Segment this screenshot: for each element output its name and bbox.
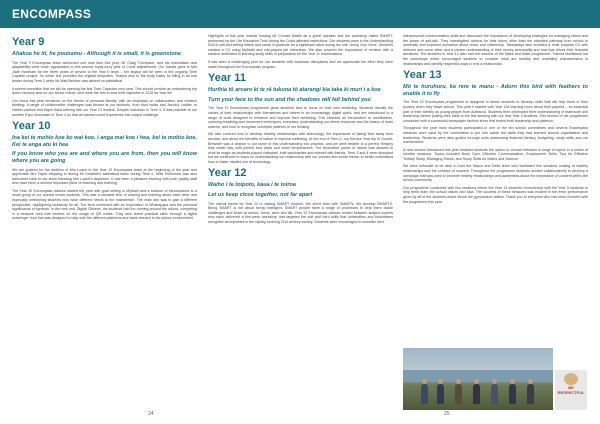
year10-heading: Year 10 (12, 120, 51, 133)
photo-area (403, 348, 588, 410)
paragraph: Highlights of this year include hosting Mr Conrad Wattie as a guest speaker and the workshop called SMART, performed by the Life Education Trust during the Covid-affected restrictions. Our students were in the Understanding NCEA unit and writing letters and cards of gratitude for a significant adult during the unit, Using Your Voice. Students created a CV using MyMahi and role-played job interviews. We also covered the importance of revision with a session dedicated to learning study skills in preparation for the Year 11 examinations. (208, 34, 393, 57)
column-middle (208, 34, 393, 228)
paragraph: A new section introduced this year enabled students the option to choose between a range of topics in a series of elective sessions. Topics included Brain Gym, Effective Communication, Employment Skills, Tips for Effective Tertiary Study, Managing Stress, and Study Skills for Maths and Science. (403, 147, 588, 161)
paragraph: Throughout the year most students participated in one of the ten school committees and several Encompass sessions were used by the committees to put into action the skills they had learned around organisation and leadership. Students were also guided through units addressing financial literacy, budgeting, study skills and car maintenance. (403, 126, 588, 145)
year11-subtitle: Hurihia tō aroaro ki te rā tukuna tō atarangi kia taka ki muri i a koe (208, 87, 381, 94)
year12-subtitle: Waiho i te toipoto, kaua i te toiroa (208, 182, 296, 189)
paragraph: Our programme concluded with two sessions where the Year 13 students reconnected with the Year 9 students to help them learn the school values and kaia. The success of these sessions was evident in the fresh performance given by all of the students which shook the gymnasium rafters. Thank you to everyone who has been involved with the programme this year. (403, 185, 588, 204)
group-photo (403, 348, 553, 410)
year11-heading: Year 11 (208, 72, 246, 85)
year13-subtitle: Mō te huruhuru, ka rere te manu - Adorn this bird with feathers to enable it to fly (403, 84, 588, 97)
year13-heading: Year 13 (403, 69, 442, 82)
column-right (403, 34, 588, 207)
paragraph: The Year 9 Encompass team welcomed one new face this year, Mr Craig Thompson, and his enthusiasm and adaptability were much appreciated in this second topsy-turvy year of Covid adjustments. Our thanks goes to Mrs Jade Hardham for her three years of service to the Year 9 team – her legacy will be seen in the ongoing Time Capsule project, for which she provided the original templates. Thanks also to Ms Andy Daley for filling in as hub leader during Term 2 while Mr Matt Beldner was absent on sabbatical. (12, 60, 197, 83)
badge-emblem-icon (564, 373, 578, 385)
year10-subtitle: Ina kei te mohio koe ko wai koe, i anga mai koe i hea, kei te mohio koe. Kei te anga atu ki hea (12, 135, 197, 148)
values-badge (555, 370, 587, 410)
year12-heading: Year 12 (208, 167, 247, 180)
paragraph: We also covered how to develop healthy relationships with technology, the importance of taking time away from devices, and about the benefits of nature to improve wellbeing. At the end of Term 2, our Service Year trip to Govett-Brewster was a chance to put some of this understanding into practice, and we were treated to a perfect Heaphy blue winter day, with perfect blue skies and warm temperatures. The restorative power of nature was allowed to work its magic as students played volleyball, built sandcastles and relaxed with friends. Term 3 and 4 were disrupted but we continued to focus on understanding our relationship with our phones and social media, to better understand how to foster mindful use of technology. (208, 132, 393, 164)
paragraph: The Year 10 Encompass classes started the year with goal setting in MyMahi and a session of introductions to a small group of our special needs students. This was a valuable time of sharing and learning about each other and especially welcoming students who have different needs to the mainstream. The main aim was to gain a different perspective, highlighting inclusivity for all. The term continued with an exploration of Whakapapa and the personal significance of symbols. In the new unit, Digital Citizens, the students had fun running around the school, competing in a treasure hunt that centred on the usage of QR codes. They also learnt practical skills through a digital scavenger hunt that was designed to help with the different platforms and tasks needed in the school environment. (12, 188, 197, 221)
header-bar (0, 0, 600, 28)
paragraph: interpersonal communication skills and discussed the importance of developing strategies for managing stress and the power of self-talk. They investigated options for their future other than the standard pathway from school to university and explored scenarios about civics and citizenship. Takeaways also included a multi purpose CV with referees and cover letter and a clearer understanding of their money personality and how that drives their financial decisions. The students in Year 12 also had the lessons of the Make and Bake programme. Trained facilitators ran the workshops which encouraged students to consider what are healthy and unhealthy characteristics in relationships and identify respectful ways to end a relationship. (403, 34, 588, 66)
paragraph: We were fortunate to be able to host the Marco and Delia team who facilitated five sessions looking at healthy relationships and the concept of consent. Throughout the programme students worked collaboratively to develop a campaign that was used to promote healthy relationships and awareness about the importance of consent within the school community. (403, 164, 588, 183)
badge-text: BE RESPECTFUL (557, 385, 585, 395)
year10-subtitle-english: If you know who you are and where you are from, then you will know where you are going (12, 151, 197, 164)
section-title: ENCOMPASS (12, 7, 92, 21)
paragraph: We are grateful for the addition of Mrs Loach to the Year 10 Encompass team at the beginning of the year and appreciate Mrs Taylor stepping in during Mr Dhabble's sabbatical leave during Term 2. Miss McDonald was also welcomed back to our team following Mrs Loach's departure. It has been a pleasure working with such quality staff who have been a second important piece of teaching and learning. (12, 167, 197, 186)
paragraph: The Year 13 Encompass programme is designed to assist students to develop skills that will help them in their journey when they leave school. This year it started with Year 13s learning more about their pepeha – an essential part of their identity as young people from Aotearoa. Students then developed their understanding of teamwork and leadership before putting their skills to the test working with our new Year 9 students. This section of the programme concluded with a successful newspaper fashion show that tested both leadership and patience. (403, 100, 588, 123)
paragraph: It seems incredible that we will be opening the first Time Capsules next year. This should provide an entertaining trip down memory lane for our senior cohort, who were the first to seal their capsules in 2019 as Year 9s! (12, 86, 197, 96)
paragraph: It has been a challenging year for our students with lockdown disruptions and we appreciate the effort they have made throughout the Encompass program. (208, 59, 393, 69)
year11-subtitle-english: Turn your face to the sun and the shadows will fall behind you (208, 96, 371, 103)
paragraph: Our focus this year remained on the theme of personal identity, with an emphasis on collaboration and creative thinking. A range of collaborative challenges was thrown at our students, from trust walks and Jacob's Ladder, to Harbin pavilion and Kapa Haka training with our Year 13 leaders. Despite lockdown in Term 3, it was possible to run another Expo showcase in Term 4 so that all classes could experience this unique challenge. (12, 98, 197, 117)
paragraph: The overall theme for Year 12 is making SMART choices. We aren't born with SMARTs. We develop SMARTS. Being SMART is not about being intelligent. SMART people have a range of processes to help them tackle challenges and thrive at school, home, work and life. Year 12 Encompass classes moved between subject experts who each delivered a five-week workshop that targeted the soft and hard skills that universities and businesses recognise as important in the rapidly evolving 21st century society. Students were encouraged to consider their (208, 201, 393, 225)
year9-subtitle: Ahakoa he iti, he pounamu - Although it is small, it is greenstone (12, 51, 182, 57)
page-number-right: 25 (444, 411, 450, 417)
year12-subtitle-english: Let us keep close together, not far apart (208, 192, 313, 199)
column-left (12, 34, 197, 224)
paragraph: The Year 11 Encompass programme gives students time to focus on their own wellbeing. Students identify the values of their relationships with themselves and others in an increasingly digital world, and are introduced to a range of tools designed to enhance and improve their wellbeing. This included an introduction to mindfulness, covering breathing and movement techniques, exercises, understanding our stress response and the basics of brain science, and how to recognise unhelpful patterns in our thinking. (208, 106, 393, 129)
year9-heading: Year 9 (12, 36, 45, 48)
page-number-left: 24 (148, 411, 154, 417)
